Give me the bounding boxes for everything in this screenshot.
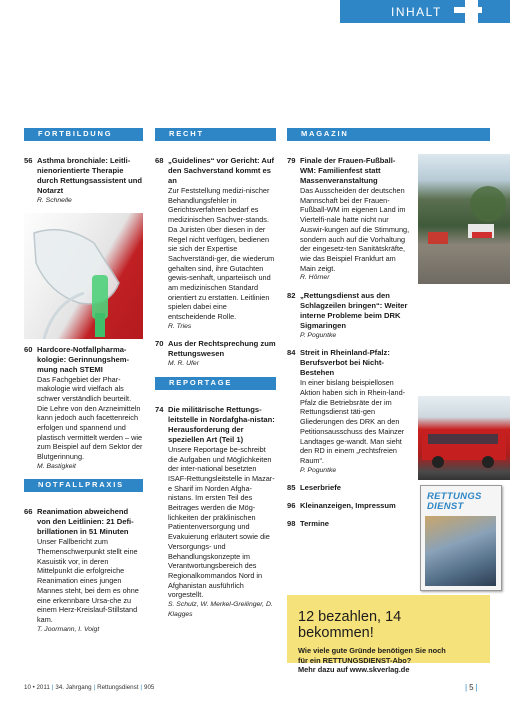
- page-number: 56: [24, 156, 33, 165]
- page-number: 70: [155, 339, 164, 349]
- page-number: 79: [287, 156, 296, 165]
- toc-entry[interactable]: [24, 345, 143, 472]
- toc-entry[interactable]: [155, 156, 276, 331]
- page-number: 66: [24, 507, 33, 517]
- toc-entry[interactable]: [287, 156, 411, 283]
- entry-author: P. Poguntke: [300, 466, 337, 474]
- ambulance-bus-photo: [418, 396, 510, 480]
- entry-title: Reanimation abweichend von den Leitlinien: 21 Defi-brillationen in 51 Minuten: [37, 507, 134, 537]
- magazine-cover-image: [425, 516, 496, 586]
- entry-author: P. Poguntke: [300, 331, 337, 339]
- toc-entry[interactable]: [24, 156, 143, 206]
- plus-icon: [454, 0, 482, 24]
- oxygen-mask-photo: [24, 213, 143, 339]
- magazine-title: RETTUNGS DIENST: [427, 491, 482, 512]
- nebulizer-icon: [24, 213, 143, 339]
- entry-author: M. R. Ufer: [168, 360, 199, 368]
- toc-entry[interactable]: [287, 348, 411, 475]
- footer-issue: 10 • 2011: [24, 684, 50, 691]
- promo-link[interactable]: Mehr dazu auf www.skverlag.de: [298, 665, 410, 674]
- entry-title: Aus der Rechtsprechung zum Rettungswesen: [168, 339, 276, 359]
- entry-text: Unser Fallbericht zum Themenschwerpunkt stellt eine Kasuistik vor, in deren Mittelpunkt die erfolgreiche Reanimation eines jungen Mannes steht, bei dem es ohne eine erkennbare Ursa-che zu einem Herz-Kreislauf-Stillstand kam.: [37, 537, 139, 624]
- entry-author: T. Joormann, I. Voigt: [37, 625, 100, 633]
- section-heading-recht: RECHT: [155, 128, 276, 141]
- page-number-footer: | 5 |: [465, 683, 478, 692]
- page-number: 60: [24, 344, 33, 354]
- entry-title: Hardcore-Notfallpharma-kologie: Gerinnungshem-mung nach STEMI: [37, 344, 129, 374]
- entry-author: M. Bastigkeit: [37, 462, 76, 470]
- page-number: 98: [287, 519, 296, 529]
- page-number: 68: [155, 156, 164, 165]
- footer-journal: Rettungsdienst: [97, 684, 139, 691]
- entry-title: Die militärische Rettungs-leitstelle in Nordafgha-nistan: Herausforderung der speziellen Art (Teil 1): [168, 404, 275, 444]
- magazine-cover[interactable]: [420, 485, 502, 591]
- column-magazin: [287, 128, 411, 537]
- toc-entry[interactable]: [155, 339, 276, 369]
- promo-line-2: für ein RETTUNGSDIENST-Abo?: [298, 655, 412, 665]
- entry-text: In einer bislang beispiellosen Aktion haben sich in Rhein-land-Pfalz die Betriebsräte der im Rettungsdienst täti-gen Gliederungen des DRK an den Petitionsausschuss des Mainzer Landtages ge-wandt. Man sieht den RD in einem „rechtsfreien Raum“.: [300, 378, 406, 465]
- footer-info: 10 • 2011 | 34. Jahrgang | Rettungsdienst | 905: [24, 684, 155, 691]
- entry-title: Termine: [300, 519, 329, 529]
- bus-icon: [418, 396, 510, 480]
- entry-text: Das Fachgebiet der Phar-makologie wird vielfach als schwer verständlich beurteilt. Die Lehre von den Arzneimitteln kann jedoch auch facettenreich erfolgen und spannend und plastisch vermittelt werden – wie zum Beispiel auf dem Sektor der Blutgerinnung.: [37, 374, 143, 462]
- page-number: 96: [287, 501, 296, 511]
- festival-photo: [418, 154, 510, 284]
- subscription-promo[interactable]: [287, 595, 490, 674]
- section-tab: [340, 0, 468, 23]
- section-heading-magazin: MAGAZIN: [287, 128, 490, 141]
- section-tab-label: INHALT: [391, 5, 442, 19]
- entry-text: Das Ausscheiden der deutschen Mannschaft bei der Frauen-Fußball-WM im eigenen Land im Viertelfi-nale hatte nicht nur Auswir-kungen auf die Stimmung, sondern auch auf die Vorhaltung der eingesetz-ten Sanitätskräfte, wie das Beispiel Frankfurt am Main zeigt.: [300, 186, 410, 273]
- entry-author: R. Hörner: [300, 274, 330, 282]
- page-number: 85: [287, 483, 296, 493]
- entry-text: Unsere Reportage be-schreibt die Aufgaben und Möglichkeiten der inter-national besetzten ISAF-Rettungsleitstelle in Mazar-e Sharif im Norden Afgha-nistans. Im ersten Teil des Beitrages werden die Mög-lichkeiten der präklinischen Patientenversorgung und Evakuierung erläutert sowie die Versorgungs- und Behandlungskonzepte im Verantwortungsbereich des Regionalkommandos Nord in Afghanistan ausführlich vorgestellt.: [168, 444, 275, 600]
- toc-entry[interactable]: [287, 501, 411, 511]
- entry-author: S. Schulz, W. Merkel-Greilinger, D. Klagges: [168, 601, 273, 618]
- section-heading-fortbildung: FORTBILDUNG: [24, 128, 143, 141]
- entry-title: „Rettungsdienst aus den Schlagzeilen bringen“: Weiter interne Probleme beim DRK Sigmaringen: [300, 290, 408, 330]
- header-corner-bar: [478, 0, 510, 23]
- section-heading-reportage: REPORTAGE: [155, 377, 276, 390]
- entry-title: „Guidelines“ vor Gericht: Auf den Sachverstand kommt es an: [168, 156, 275, 185]
- toc-entry[interactable]: [287, 483, 411, 493]
- entry-title: Finale der Frauen-Fußball-WM: Familienfest statt Massenveranstaltung: [300, 156, 396, 185]
- entry-author: R. Schnelle: [37, 197, 72, 204]
- section-heading-notfallpraxis: NOTFALLPRAXIS: [24, 479, 143, 492]
- page-number: 84: [287, 348, 296, 358]
- toc-entry[interactable]: [287, 519, 411, 529]
- ambulance-scene-icon: [418, 154, 510, 284]
- toc-entry[interactable]: [24, 507, 143, 634]
- entry-title: Leserbriefe: [300, 483, 341, 493]
- toc-entry[interactable]: [287, 291, 411, 341]
- promo-headline: 12 bezahlen, 14 bekommen!: [298, 609, 402, 641]
- column-fortbildung: [24, 128, 143, 642]
- column-recht: [155, 128, 276, 627]
- footer-code: 905: [144, 684, 155, 691]
- promo-line-1: Wie viele gute Gründe benötigen Sie noch: [298, 646, 446, 655]
- entry-title: Kleinanzeigen, Impressum: [300, 501, 396, 511]
- entry-text: Zur Feststellung medizi-nischer Behandlungsfehler in Gerichtsverfahren bedarf es medizinischen Sachver-stands. Da Juristen über diesen in der Regel nicht verfügen, bedienen sie sich der Expertise Sachverständi-ger, die wiederum gehalten sind, ihre Gutachten gewis-senhaft, unparteiisch und am medizinischen Standard orientiert zu erstatten. Leitlinien spielen dabei eine entscheidende Rolle.: [168, 186, 275, 322]
- entry-title: Asthma bronchiale: Leitli-nienorientierte Therapie durch Rettungsassistent und Notarzt: [37, 156, 143, 195]
- page-number: 82: [287, 290, 296, 300]
- entry-title: Streit in Rheinland-Pfalz: Berufsverbot bei Nicht-Bestehen: [300, 348, 390, 378]
- toc-entry[interactable]: [155, 405, 276, 619]
- footer-volume: 34. Jahrgang: [55, 684, 92, 691]
- entry-author: R. Tries: [168, 322, 192, 330]
- page-number: 74: [155, 404, 164, 414]
